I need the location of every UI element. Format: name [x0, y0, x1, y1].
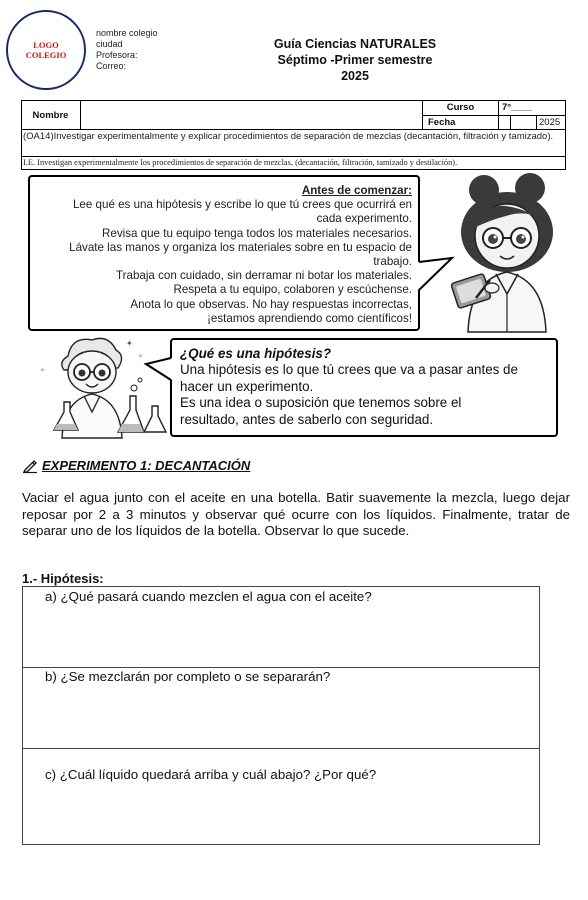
hypothesis-section-title: 1.- Hipótesis: [22, 571, 104, 586]
answer-area-c[interactable] [23, 786, 539, 844]
svg-text:✧: ✧ [138, 353, 144, 360]
before-start-line: ¡estamos aprendiendo como científicos! [207, 311, 412, 325]
answer-divider [22, 748, 540, 749]
before-start-line: Lee qué es una hipótesis y escribe lo que tú crees que ocurrirá en [72, 198, 412, 212]
title-line-3: 2025 [341, 69, 369, 83]
date-year: 2025 [536, 115, 566, 130]
hypothesis-line: resultado, antes de saberlo con seguridad. [180, 411, 434, 427]
before-start-line: trabajo. [373, 255, 412, 269]
name-label: Nombre [21, 100, 81, 130]
answer-divider [22, 667, 540, 668]
before-start-line: Trabaja con cuidado, sin derramar ni botar los materiales. [116, 269, 412, 283]
before-start-line: cada experimento. [316, 212, 412, 226]
learning-objective: (OA14)Investigar experimentalmente y explicar procedimientos de separación de mezclas (decantación, filtración y tamizado). [21, 130, 566, 157]
teacher-label: Profesora: [96, 50, 138, 60]
experiment-instructions: Vaciar el agua junto con el aceite en una botella. Batir suavemente la mezcla, luego dejar reposar por 2 a 3 minutos y observar qué ocurre con los líquidos. Finalmente, tratar de separar uno de los líquidos de la botella. Observar lo que sucede. [22, 490, 570, 538]
hypothesis-text [180, 346, 554, 428]
school-city: ciudad [96, 39, 123, 49]
pencil-writing-icon [22, 457, 38, 473]
logo-line-2: COLEGIO [25, 50, 67, 60]
answer-area-b[interactable] [23, 688, 539, 747]
question-a: a) ¿Qué pasará cuando mezclen el agua con el aceite? [45, 589, 372, 604]
title-line-1: Guía Ciencias NATURALES [273, 37, 437, 51]
svg-text:✧: ✧ [40, 367, 46, 374]
answer-area-a[interactable] [23, 607, 539, 666]
hypothesis-line: hacer un experimento. [180, 378, 314, 394]
hypothesis-question: ¿Qué es una hipótesis? [180, 346, 332, 361]
email-label: Correo: [96, 61, 127, 71]
hypothesis-line: Es una idea o suposición que tenemos sobre el [180, 395, 462, 411]
before-start-heading: Antes de comenzar: [301, 184, 412, 197]
before-start-line: Anota lo que observas. No hay respuestas incorrectas, [130, 297, 412, 311]
evaluation-indicator: I.E. Investigan experimentalmente los procedimientos de separación de mezclas, (decantación, filtración, tamizado y destilación). [21, 157, 566, 170]
hypothesis-line: Una hipótesis es lo que tú crees que va a pasar antes de [180, 362, 518, 378]
before-start-line: Revisa que tu equipo tenga todos los materiales necesarios. [102, 226, 412, 240]
question-b: b) ¿Se mezclarán por completo o se separarán? [45, 669, 331, 684]
date-label: Fecha [422, 115, 498, 130]
before-start-line: Lávate las manos y organiza los materiales sobre en tu espacio de [69, 240, 412, 254]
logo-line-1: LOGO [33, 40, 59, 50]
experiment-title [22, 457, 250, 473]
course-label: Curso [422, 100, 498, 115]
course-field[interactable]: 7°____ [498, 100, 566, 115]
svg-text:✦: ✦ [126, 339, 133, 348]
experiment-title-text: EXPERIMENTO 1: DECANTACIÓN [42, 457, 251, 473]
question-c: c) ¿Cuál líquido quedará arriba y cuál abajo? ¿Por qué? [45, 767, 377, 782]
before-start-line: Respeta a tu equipo, colaboren y escúchense. [173, 283, 412, 297]
school-name: nombre colegio [96, 28, 158, 38]
title-line-2: Séptimo -Primer semestre [277, 53, 433, 67]
